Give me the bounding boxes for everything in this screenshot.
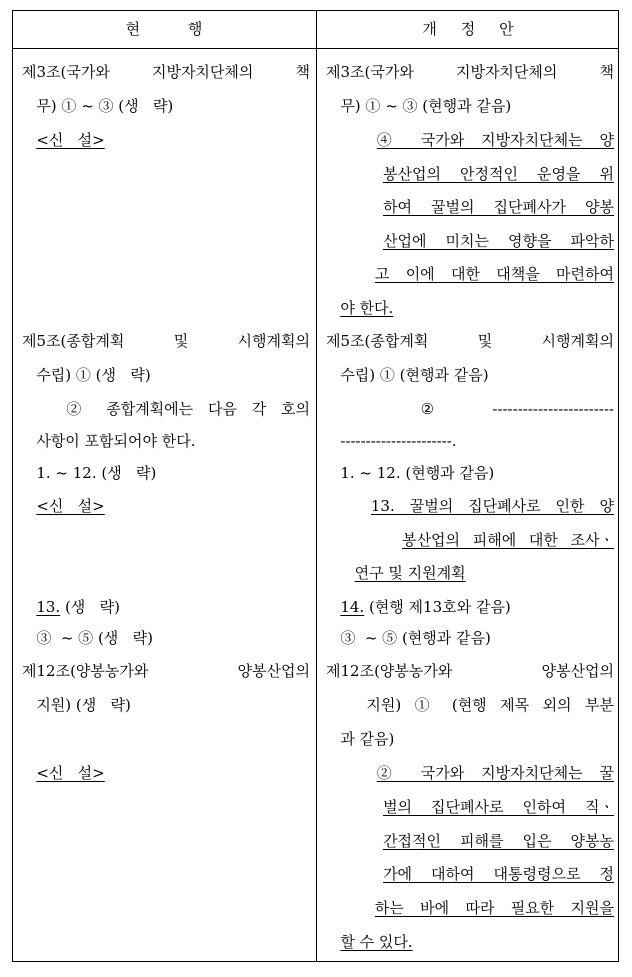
right-line: 산업에 미치는 영향을 파악하 [383, 232, 614, 250]
left-line: 수립) ① (생 략) [36, 366, 151, 384]
right-line: ② 국가와 지방자치단체는 꿀 [376, 764, 614, 782]
column-divider [316, 10, 317, 962]
right-line: 수립) ① (현행과 같음) [340, 366, 489, 384]
right-line: 봉산업의 피해에 대한 조사ㆍ [402, 531, 614, 549]
right-line: ② ------------------------ [420, 400, 614, 418]
left-line: 무) ① ~ ③ (생 략) [36, 97, 174, 115]
right-line: 봉산업의 안정적인 운영을 위 [383, 165, 614, 183]
header-revision: 개 정 안 [422, 20, 514, 38]
left-line: 1. ~ 12. (생 략) [36, 464, 157, 482]
right-line: 제12조(양봉농가와 양봉산업의 [326, 662, 614, 680]
header-divider [12, 48, 619, 49]
left-line: <신 설> [36, 497, 105, 515]
left-line: 지원) (생 략) [36, 696, 131, 714]
left-line: ③ ~ ⑤ (생 략) [36, 629, 153, 647]
right-line: 제3조(국가와 지방자치단체의 책 [326, 63, 614, 81]
right-line: 13. 꿀벌의 집단폐사로 인한 양 [370, 497, 614, 515]
right-line: 지원) ① (현행 제목 외의 부분 [366, 696, 614, 714]
left-line: ② 종합계획에는 다음 각 호의 [66, 400, 310, 418]
left-line: <신 설> [36, 131, 105, 149]
left-line: 제3조(국가와 지방자치단체의 책 [22, 63, 310, 81]
right-line: ③ ~ ⑤ (현행과 같음) [340, 629, 491, 647]
right-line: 할 수 있다. [340, 933, 413, 951]
right-line: 1. ~ 12. (현행과 같음) [340, 464, 495, 482]
right-line: 고 이에 대한 대책을 마련하여 [374, 265, 614, 283]
right-line: ----------------------. [340, 432, 457, 450]
right-line: 무) ① ~ ③ (현행과 같음) [340, 97, 512, 115]
left-line: <신 설> [36, 764, 105, 782]
right-line: 간접적인 피해를 입은 양봉농 [383, 832, 614, 850]
left-line: 제5조(종합계획 및 시행계획의 [22, 332, 310, 350]
left-line: 제12조(양봉농가와 양봉산업의 [22, 662, 310, 680]
right-line: 야 한다. [340, 299, 394, 317]
right-line: 하여 꿀벌의 집단폐사가 양봉 [383, 198, 614, 216]
header-current: 현 행 [125, 20, 203, 38]
right-line: 하는 바에 따라 필요한 지원을 [374, 899, 614, 917]
right-line: 제5조(종합계획 및 시행계획의 [326, 332, 614, 350]
right-line: 과 같음) [340, 730, 395, 748]
right-line: 벌의 집단폐사로 인하여 직ㆍ [383, 798, 614, 816]
right-line: ④ 국가와 지방자치단체는 양 [376, 131, 614, 149]
right-line: 가에 대하여 대통령령으로 정 [383, 865, 614, 883]
left-line: 13. (생 략) [36, 598, 120, 616]
right-line: 연구 및 지원계획 [354, 564, 466, 582]
right-line: 14. (현행 제13호와 같음) [340, 598, 511, 616]
left-line: 사항이 포함되어야 한다. [36, 432, 196, 450]
